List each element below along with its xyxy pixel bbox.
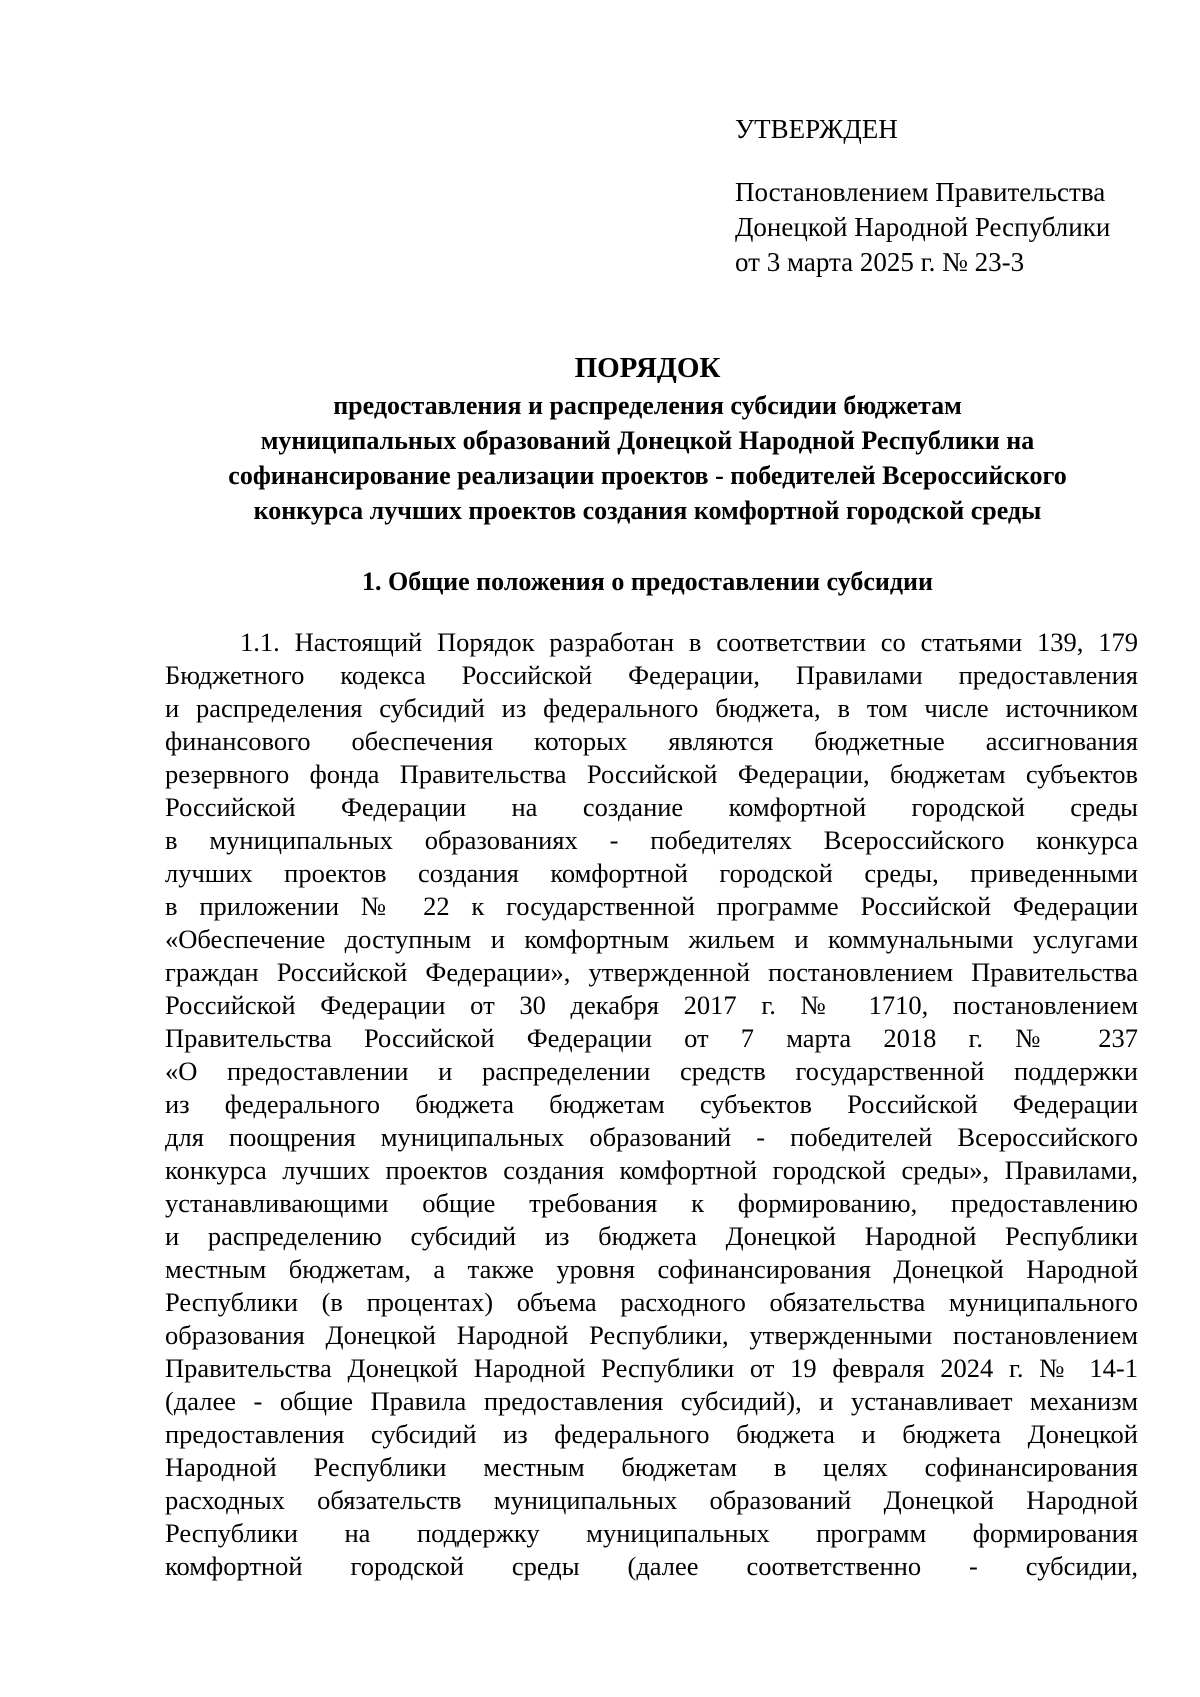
paragraph-line: Правительства Донецкой Народной Республики от 19 февраля 2024 г. № 14-1 <box>165 1353 1138 1383</box>
paragraph-line: предоставления субсидий из федерального бюджета и бюджета Донецкой <box>165 1419 1138 1449</box>
approval-line: Постановлением Правительства <box>735 177 1106 207</box>
paragraph-line: Бюджетного кодекса Российской Федерации, Правилами предоставления <box>165 660 1138 690</box>
paragraph-line: в муниципальных образованиях - победителях Всероссийского конкурса <box>165 825 1138 855</box>
paragraph-line: Республики на поддержку муниципальных программ формирования <box>165 1518 1138 1548</box>
paragraph-line: резервного фонда Правительства Российской Федерации, бюджетам субъектов <box>165 759 1138 789</box>
section-heading: 1. Общие положения о предоставлении субсидии <box>361 567 934 596</box>
document-title: ПОРЯДОК <box>574 352 721 384</box>
paragraph-line: финансового обеспечения которых являются бюджетные ассигнования <box>165 726 1138 756</box>
paragraph-line: комфортной городской среды (далее соответственно - субсидии, <box>165 1551 1138 1581</box>
paragraph-line: Республики (в процентах) объема расходного обязательства муниципального <box>165 1287 1138 1317</box>
approval-line: от 3 марта 2025 г. № 23-3 <box>735 247 1025 277</box>
paragraph-line: конкурса лучших проектов создания комфортной городской среды», Правилами, <box>165 1155 1138 1185</box>
approval-stamp: УТВЕРЖДЕН <box>735 114 898 144</box>
paragraph-line: для поощрения муниципальных образований - победителей Всероссийского <box>165 1122 1138 1152</box>
paragraph-line: Российской Федерации от 30 декабря 2017 г. № 1710, постановлением <box>165 990 1138 1020</box>
paragraph-line: «Обеспечение доступным и комфортным жильем и коммунальными услугами <box>165 924 1138 954</box>
paragraph-line: Народной Республики местным бюджетам в целях софинансирования <box>165 1452 1138 1482</box>
paragraph-line: и распределению субсидий из бюджета Донецкой Народной Республики <box>165 1221 1138 1251</box>
paragraph-line: «О предоставлении и распределении средств государственной поддержки <box>165 1056 1138 1086</box>
document-subtitle-line: конкурса лучших проектов создания комфортной городской среды <box>253 496 1042 525</box>
paragraph-line: Российской Федерации на создание комфортной городской среды <box>165 792 1138 822</box>
paragraph-line: расходных обязательств муниципальных образований Донецкой Народной <box>165 1485 1138 1515</box>
paragraph-line: 1.1. Настоящий Порядок разработан в соответствии со статьями 139, 179 <box>240 627 1138 657</box>
paragraph-line: (далее - общие Правила предоставления субсидий), и устанавливает механизм <box>165 1386 1138 1416</box>
approval-line: Донецкой Народной Республики <box>735 212 1111 242</box>
document-subtitle-line: муниципальных образований Донецкой Народной Республики на <box>260 426 1035 455</box>
paragraph-line: граждан Российской Федерации», утвержденной постановлением Правительства <box>165 957 1138 987</box>
paragraph-line: местным бюджетам, а также уровня софинансирования Донецкой Народной <box>165 1254 1138 1284</box>
paragraph-line: в приложении № 22 к государственной программе Российской Федерации <box>165 891 1138 921</box>
paragraph-line: из федерального бюджета бюджетам субъектов Российской Федерации <box>165 1089 1138 1119</box>
paragraph-line: устанавливающими общие требования к формированию, предоставлению <box>165 1188 1138 1218</box>
paragraph-line: Правительства Российской Федерации от 7 марта 2018 г. № 237 <box>165 1023 1138 1053</box>
paragraph-1-1 <box>165 626 1138 1583</box>
document-subtitle-line: софинансирование реализации проектов - победителей Всероссийского <box>228 461 1067 490</box>
document-title-block <box>165 348 1130 528</box>
approval-block <box>735 112 1155 280</box>
paragraph-line: и распределения субсидий из федерального бюджета, в том числе источником <box>165 693 1138 723</box>
document-subtitle-line: предоставления и распределения субсидии бюджетам <box>333 391 962 420</box>
paragraph-line: лучших проектов создания комфортной городской среды, приведенными <box>165 858 1138 888</box>
paragraph-line: образования Донецкой Народной Республики, утвержденными постановлением <box>165 1320 1138 1350</box>
